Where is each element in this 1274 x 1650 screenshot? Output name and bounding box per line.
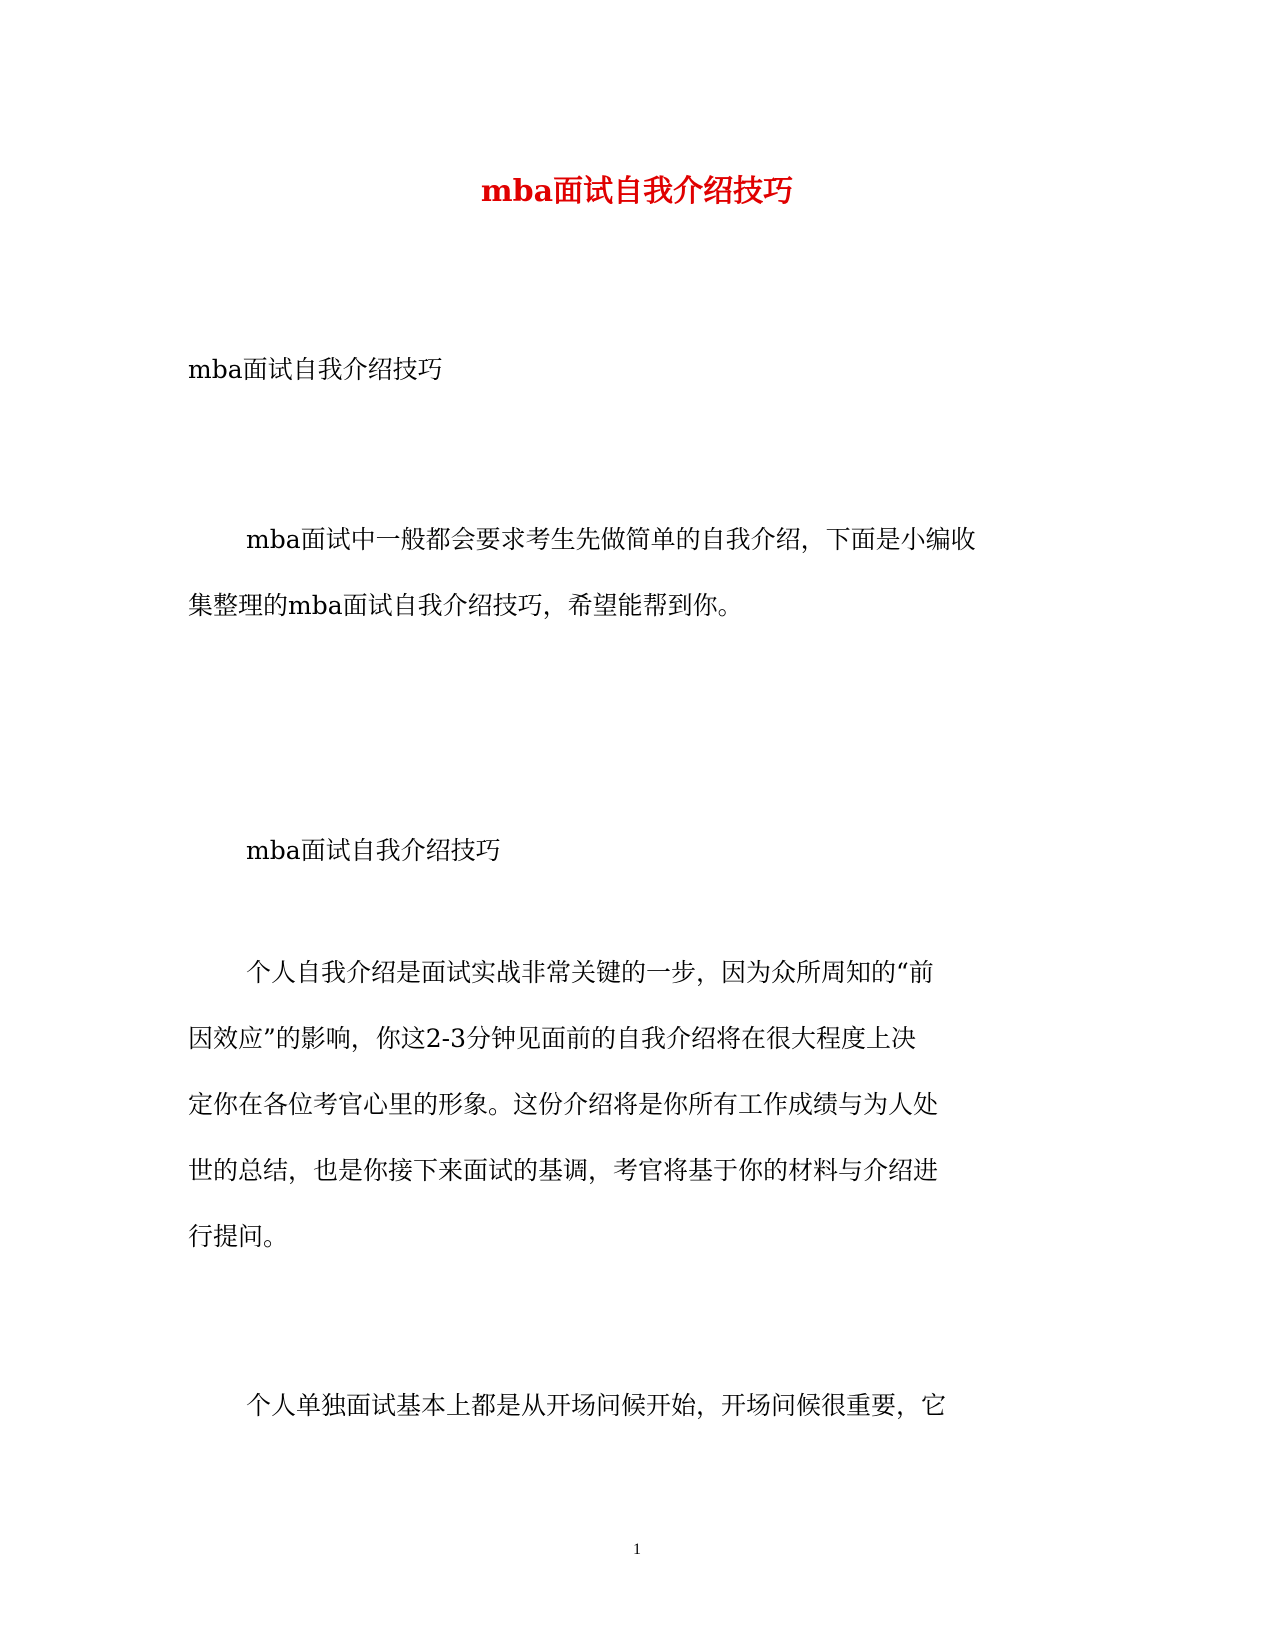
- subtitle-line: mba面试自我介绍技巧: [188, 355, 443, 384]
- section-heading-line: mba面试自我介绍技巧: [246, 836, 501, 865]
- paragraph-line: 个人单独面试基本上都是从开场问候开始，开场问候很重要，它: [246, 1391, 947, 1420]
- paragraph-line: 因效应”的影响，你这2-3分钟见面前的自我介绍将在很大程度上决: [188, 1024, 917, 1053]
- paragraph-line: mba面试中一般都会要求考生先做简单的自我介绍，下面是小编收: [246, 525, 976, 554]
- paragraph-greeting: [188, 1373, 1088, 1439]
- paragraph-line: 世的总结，也是你接下来面试的基调，考官将基于你的材料与介绍进: [188, 1156, 939, 1185]
- document-subtitle: [188, 337, 1088, 403]
- document-title: mba面试自我介绍技巧: [480, 174, 794, 209]
- paragraph-intro: [188, 507, 1088, 639]
- section-heading: [188, 818, 1088, 884]
- page-number: 1: [633, 1541, 641, 1558]
- paragraph-line: 定你在各位考官心里的形象。这份介绍将是你所有工作成绩与为人处: [188, 1090, 939, 1119]
- paragraph-line: 行提问。: [188, 1222, 289, 1251]
- paragraph-self-intro: [188, 940, 1088, 1270]
- paragraph-line: 个人自我介绍是面试实战非常关键的一步，因为众所周知的“前: [246, 958, 934, 987]
- paragraph-line: 集整理的mba面试自我介绍技巧，希望能帮到你。: [188, 591, 743, 620]
